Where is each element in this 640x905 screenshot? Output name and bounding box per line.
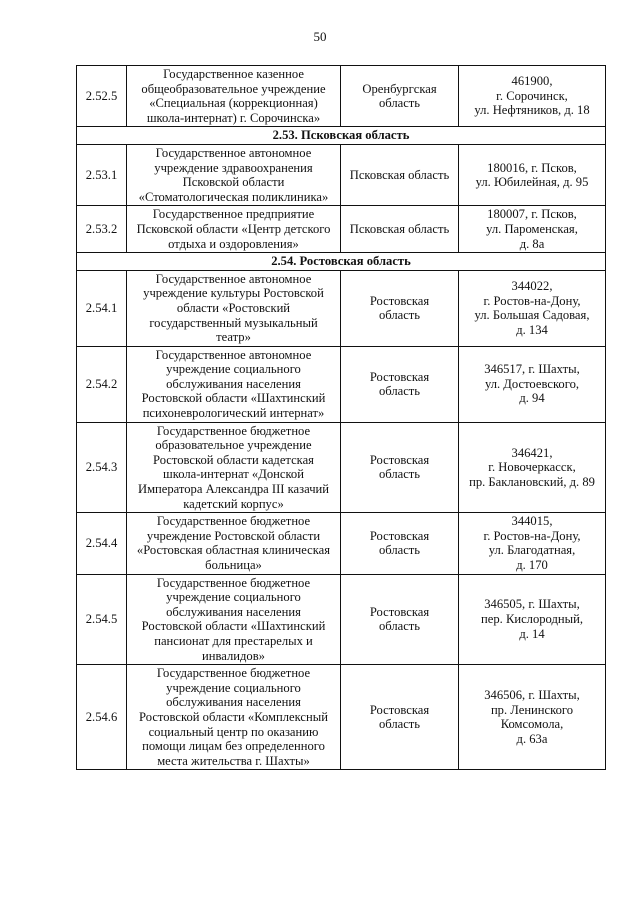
address-line: ул. Благодатная, <box>488 543 576 558</box>
table-row <box>77 144 606 205</box>
address-line: ул. Нефтяников, д. 18 <box>474 103 590 118</box>
institution-name-line: государственный музыкальный <box>149 315 318 330</box>
institution-name-line: школа-интернат «Донской <box>163 467 304 482</box>
institution-name <box>127 574 341 665</box>
section-header-row <box>77 253 606 271</box>
region-line: область <box>378 96 421 111</box>
section-header-row <box>77 127 606 145</box>
address-line: г. Ростов-на-Дону, <box>483 528 581 543</box>
institution-name-line: отдыха и оздоровления» <box>168 236 299 251</box>
institution-name-line: школа-интернат) г. Сорочинска» <box>146 110 321 125</box>
address-line: ул. Юбилейная, д. 95 <box>475 175 589 190</box>
entry-number: 2.54.4 <box>77 513 127 574</box>
institution-name-line: Псковской области <box>182 175 285 190</box>
institution-name-line: места жительства г. Шахты» <box>157 753 310 768</box>
address-line: пер. Кислородный, <box>481 612 583 627</box>
entry-number: 2.53.2 <box>77 206 127 253</box>
region <box>341 144 459 205</box>
region <box>341 665 459 770</box>
institution-name-line: Государственное автономное <box>155 145 312 160</box>
address-line: г. Ростов-на-Дону, <box>483 293 581 308</box>
address <box>459 665 606 770</box>
region-line: область <box>378 717 421 732</box>
institution-name-line: обслуживания населения <box>166 695 301 710</box>
region <box>341 206 459 253</box>
institution-name-line: пансионат для престарелых и <box>154 633 313 648</box>
institution-name <box>127 665 341 770</box>
address-line: пр. Баклановский, д. 89 <box>469 474 595 489</box>
region-line: Ростовская <box>369 528 430 543</box>
table-row <box>77 665 606 770</box>
institution-name-line: Государственное бюджетное <box>156 666 311 681</box>
institution-name-line: Псковской области «Центр детского <box>136 221 331 236</box>
address-line: д. 170 <box>516 558 548 572</box>
institution-name-line: Государственное автономное <box>155 271 312 286</box>
address <box>459 422 606 513</box>
region-line: область <box>378 308 421 323</box>
table-row <box>77 513 606 574</box>
region-line: область <box>378 619 421 634</box>
institution-name-line: Ростовской области «Шахтинский <box>141 619 326 634</box>
institution-name <box>127 422 341 513</box>
institution-name-line: образовательное учреждение <box>155 438 312 453</box>
address <box>459 513 606 574</box>
institution-name-line: обслуживания населения <box>166 604 301 619</box>
institution-name-line: учреждение социального <box>166 680 301 695</box>
table-row <box>77 270 606 346</box>
institution-name-line: Императора Александра III казачий <box>137 482 330 497</box>
address-line: ул. Пароменская, <box>486 221 578 236</box>
institution-name-line: Государственное казенное <box>163 67 304 81</box>
entry-number: 2.54.2 <box>77 346 127 422</box>
region <box>341 574 459 665</box>
table-row <box>77 346 606 422</box>
address-line: д. 94 <box>519 391 545 406</box>
institution-name-line: социальный центр по оказанию <box>148 724 319 739</box>
address <box>459 270 606 346</box>
institution-name <box>127 66 341 127</box>
institution-name-line: Ростовской области «Шахтинский <box>141 391 326 406</box>
address-line: 346505, г. Шахты, <box>484 597 580 612</box>
table-row <box>77 66 606 127</box>
institution-name-line: учреждение культуры Ростовской <box>143 286 324 301</box>
region-line: Ростовская <box>369 369 430 384</box>
region-line: Оренбургская <box>362 81 437 96</box>
region <box>341 422 459 513</box>
section-title: 2.54. Ростовская область <box>77 253 606 271</box>
address <box>459 346 606 422</box>
region <box>341 346 459 422</box>
address <box>459 574 606 665</box>
institution-name-line: Государственное бюджетное <box>156 575 311 590</box>
entry-number: 2.54.5 <box>77 574 127 665</box>
address-line: д. 63а <box>516 731 548 746</box>
institution-name <box>127 206 341 253</box>
institution-name-line: «Специальная (коррекционная) <box>149 96 318 111</box>
address-line: 180016, г. Псков, <box>487 160 577 175</box>
institution-name-line: Государственное автономное <box>155 347 312 362</box>
institution-name-line: обслуживания населения <box>166 376 301 391</box>
table-row <box>77 574 606 665</box>
address-line: 344022, <box>511 279 553 294</box>
institution-name-line: «Ростовская областная клиническая <box>136 543 331 558</box>
section-title: 2.53. Псковская область <box>77 127 606 145</box>
region-line: область <box>378 543 421 558</box>
region-line: Ростовская <box>369 452 430 467</box>
region-line: Псковская область <box>349 167 450 182</box>
region-line: Псковская область <box>349 221 450 236</box>
address-line: Комсомола, <box>500 717 564 732</box>
address-line: 461900, <box>511 74 553 89</box>
address <box>459 66 606 127</box>
institution-name-line: учреждение социального <box>166 590 301 605</box>
page-number: 50 <box>313 29 327 44</box>
entry-number: 2.52.5 <box>77 66 127 127</box>
region-line: Ростовская <box>369 293 430 308</box>
institution-name-line: Государственное предприятие <box>152 207 315 222</box>
address-line: г. Сорочинск, <box>496 88 568 103</box>
entry-number: 2.53.1 <box>77 144 127 205</box>
institution-name-line: инвалидов» <box>202 648 265 663</box>
address-line: д. 8а <box>519 236 545 251</box>
institution-name-line: области «Ростовский <box>176 300 291 315</box>
table-row <box>77 422 606 513</box>
address <box>459 206 606 253</box>
address-line: 346506, г. Шахты, <box>484 688 580 703</box>
address <box>459 144 606 205</box>
institution-name-line: «Стоматологическая поликлиника» <box>138 189 329 204</box>
region <box>341 513 459 574</box>
entry-number: 2.54.3 <box>77 422 127 513</box>
address-line: 344015, <box>511 514 553 529</box>
institution-name <box>127 346 341 422</box>
address-line: ул. Достоевского, <box>484 376 580 391</box>
institution-name-line: Ростовской области «Комплексный <box>139 709 328 724</box>
region-line: область <box>378 467 421 482</box>
institution-name-line: общеобразовательное учреждение <box>141 81 326 96</box>
region-line: область <box>378 384 421 399</box>
region <box>341 270 459 346</box>
entry-number: 2.54.1 <box>77 270 127 346</box>
institution-name-line: психоневрологический интернат» <box>142 406 325 421</box>
institution-name-line: учреждение здравоохранения <box>154 160 313 175</box>
table-body <box>77 66 606 770</box>
region-line: Ростовская <box>369 702 430 717</box>
institution-name-line: учреждение социального <box>166 362 301 377</box>
institution-name <box>127 144 341 205</box>
institution-name-line: кадетский корпус» <box>183 496 284 511</box>
address-line: ул. Большая Садовая, <box>474 308 590 323</box>
address-line: д. 14 <box>519 626 545 641</box>
address-line: 346517, г. Шахты, <box>484 362 580 377</box>
institution-name-line: Государственное бюджетное <box>156 423 311 438</box>
table-row <box>77 206 606 253</box>
institution-name <box>127 270 341 346</box>
region <box>341 66 459 127</box>
address-line: пр. Ленинского <box>490 702 574 717</box>
entry-number: 2.54.6 <box>77 665 127 770</box>
institution-name-line: театр» <box>216 330 251 345</box>
address-line: д. 134 <box>516 322 548 337</box>
institution-name <box>127 513 341 574</box>
address-line: 180007, г. Псков, <box>487 207 577 222</box>
region-line: Ростовская <box>369 604 430 619</box>
institution-name-line: Государственное бюджетное <box>156 514 311 529</box>
institution-name-line: Ростовской области кадетская <box>153 452 314 467</box>
institutions-table <box>76 65 606 770</box>
institution-name-line: помощи лицам без определенного <box>142 739 325 754</box>
institution-name-line: учреждение Ростовской области <box>146 528 321 543</box>
address-line: 346421, <box>511 445 553 460</box>
address-line: г. Новочеркасск, <box>488 460 576 475</box>
institution-name-line: больница» <box>205 558 262 572</box>
